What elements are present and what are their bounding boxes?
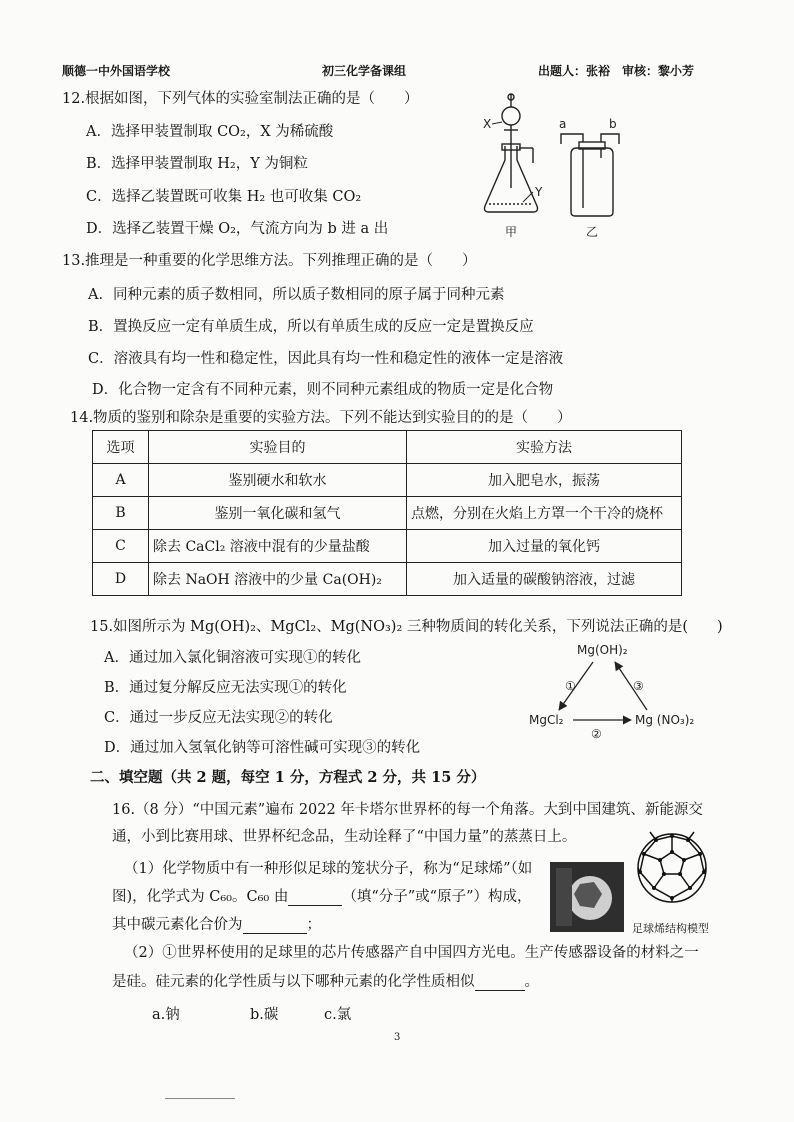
- table-cell: 除去 CaCl₂ 溶液中混有的少量盐酸: [149, 530, 407, 563]
- page-number: 3: [394, 1032, 401, 1043]
- q16-part1-line-1: （1）化学物质中有一种形似足球的笼状分子，称为“足球烯”（如: [124, 861, 533, 877]
- q16-part1-text-a: 图)，化学式为 C₆₀。C₆₀ 由: [112, 889, 289, 905]
- table-header-cell: 选项: [93, 431, 149, 464]
- football-photo: [550, 862, 624, 932]
- answer-blank-1[interactable]: [288, 889, 342, 906]
- table-cell: A: [93, 464, 149, 497]
- bottom-divider: [165, 1098, 235, 1099]
- table-cell: B: [93, 497, 149, 530]
- q16-choice-b: b.碳: [250, 1007, 279, 1023]
- q16-intro-line-2: 通，小到比赛用球、世界杯纪念品，生动诠释了“中国力量”的蒸蒸日上。: [112, 829, 577, 845]
- answer-blank-2[interactable]: [243, 917, 307, 934]
- answer-blank-3[interactable]: [475, 974, 525, 991]
- table-cell: 鉴别硬水和软水: [149, 464, 407, 497]
- q16-part1-text-d: ；: [306, 917, 321, 933]
- q14-stem: 14.物质的鉴别和除杂是重要的实验方法。下列不能达到实验目的的是（ ）: [70, 410, 572, 426]
- table-cell: 加入适量的碳酸钠溶液，过滤: [407, 563, 682, 596]
- q16-part2-text-b: 。: [524, 974, 539, 990]
- q15-conversion-diagram: [525, 638, 710, 748]
- q14-table: [92, 430, 682, 596]
- header-group: 初三化学备课组: [322, 64, 407, 78]
- q15-stem: 15.如图所示为 Mg(OH)₂、MgCl₂、Mg(NO₃)₂ 三种物质间的转化关系，下列说法正确的是( ): [90, 619, 723, 635]
- q13-option-d: D．化合物一定含有不同种元素，则不同种元素组成的物质一定是化合物: [92, 382, 554, 398]
- q16-part1-text-b: （填“分子”或“原子”）构成，: [342, 889, 532, 905]
- q12-option-c: C．选择乙装置既可收集 H₂ 也可收集 CO₂: [86, 189, 362, 205]
- table-cell: 加入肥皂水，振荡: [407, 464, 682, 497]
- arrow-1-label: ①: [565, 679, 576, 693]
- c60-structure-model: [632, 818, 712, 918]
- table-row: [93, 497, 682, 530]
- q16-part1-text-c: 其中碳元素化合价为: [112, 917, 243, 933]
- q16-part2-line-1: （2）①世界杯使用的足球里的芯片传感器产自中国四方光电。生产传感器设备的材料之一: [124, 945, 699, 961]
- q12-stem: 12.根据如图，下列气体的实验室制法正确的是（ ）: [62, 91, 419, 107]
- table-cell: 鉴别一氧化碳和氢气: [149, 497, 407, 530]
- q16-part1-line-3: [112, 913, 321, 934]
- table-cell: 加入过量的氧化钙: [407, 530, 682, 563]
- q16-choice-c: c.氯: [324, 1007, 352, 1023]
- apparatus-jia: [485, 94, 538, 212]
- header-authors: 出题人：张裕 审核：黎小芳: [538, 64, 695, 78]
- arrow-3-label: ③: [633, 679, 644, 693]
- q16-part1-line-2: [112, 885, 531, 906]
- q13-option-c: C．溶液具有均一性和稳定性，因此具有均一性和稳定性的液体一定是溶液: [88, 351, 564, 367]
- table-header-cell: 实验目的: [149, 431, 407, 464]
- arrow-2-label: ②: [591, 727, 602, 741]
- table-row: [93, 563, 682, 596]
- table-cell: C: [93, 530, 149, 563]
- caption-jia: 甲: [505, 225, 518, 239]
- node-mg-no3-2: Mg (NO₃)₂: [635, 713, 695, 727]
- q15-option-c: C．通过一步反应无法实现②的转化: [104, 710, 333, 726]
- q12-option-a: A．选择甲装置制取 CO₂，X 为稀硫酸: [86, 124, 334, 140]
- table-row: [93, 530, 682, 563]
- table-row: [93, 464, 682, 497]
- table-header-row: [93, 431, 682, 464]
- table-header-cell: 实验方法: [407, 431, 682, 464]
- label-b: b: [609, 117, 617, 131]
- q13-option-b: B．置换反应一定有单质生成，所以有单质生成的反应一定是置换反应: [88, 319, 534, 335]
- table-cell: 除去 NaOH 溶液中的少量 Ca(OH)₂: [149, 563, 407, 596]
- header-school: 顺德一中外国语学校: [62, 64, 171, 78]
- node-mg-oh2: Mg(OH)₂: [577, 643, 628, 657]
- label-x: X: [483, 117, 492, 131]
- table-cell: 点燃，分别在火焰上方罩一个干冷的烧杯: [407, 497, 682, 530]
- q13-stem: 13.推理是一种重要的化学思维方法。下列推理正确的是（ ）: [62, 253, 477, 269]
- q16-part2-text-a: 是硅。硅元素的化学性质与以下哪种元素的化学性质相似: [112, 974, 475, 990]
- q16-part2-line-2: [112, 970, 539, 991]
- q16-intro-line-1: 16.（8 分）“中国元素”遍布 2022 年卡塔尔世界杯的每一个角落。大到中国建筑、新能源交: [112, 802, 703, 818]
- label-y: Y: [535, 185, 543, 199]
- q12-option-d: D．选择乙装置干燥 O₂，气流方向为 b 进 a 出: [86, 221, 389, 237]
- section-2-title: 二、填空题（共 2 题，每空 1 分，方程式 2 分，共 15 分）: [90, 769, 486, 786]
- q16-choice-a: a.钠: [152, 1007, 180, 1023]
- node-mgcl2: MgCl₂: [529, 713, 564, 727]
- q15-option-d: D．通过加入氢氧化钠等可溶性碱可实现③的转化: [104, 740, 421, 756]
- caption-yi: 乙: [586, 225, 599, 239]
- q12-apparatus-figure: [475, 88, 645, 248]
- table-cell: D: [93, 563, 149, 596]
- c60-caption: 足球烯结构模型: [632, 922, 709, 935]
- label-a: a: [559, 117, 567, 131]
- football-photo-image: [550, 862, 624, 932]
- q15-option-a: A．通过加入氯化铜溶液可实现①的转化: [104, 650, 361, 666]
- q12-option-b: B．选择甲装置制取 H₂，Y 为铜粒: [86, 156, 308, 172]
- q13-option-a: A．同种元素的质子数相同，所以质子数相同的原子属于同种元素: [88, 287, 505, 303]
- apparatus-yi: [561, 134, 619, 216]
- q15-option-b: B．通过复分解反应无法实现①的转化: [104, 680, 347, 696]
